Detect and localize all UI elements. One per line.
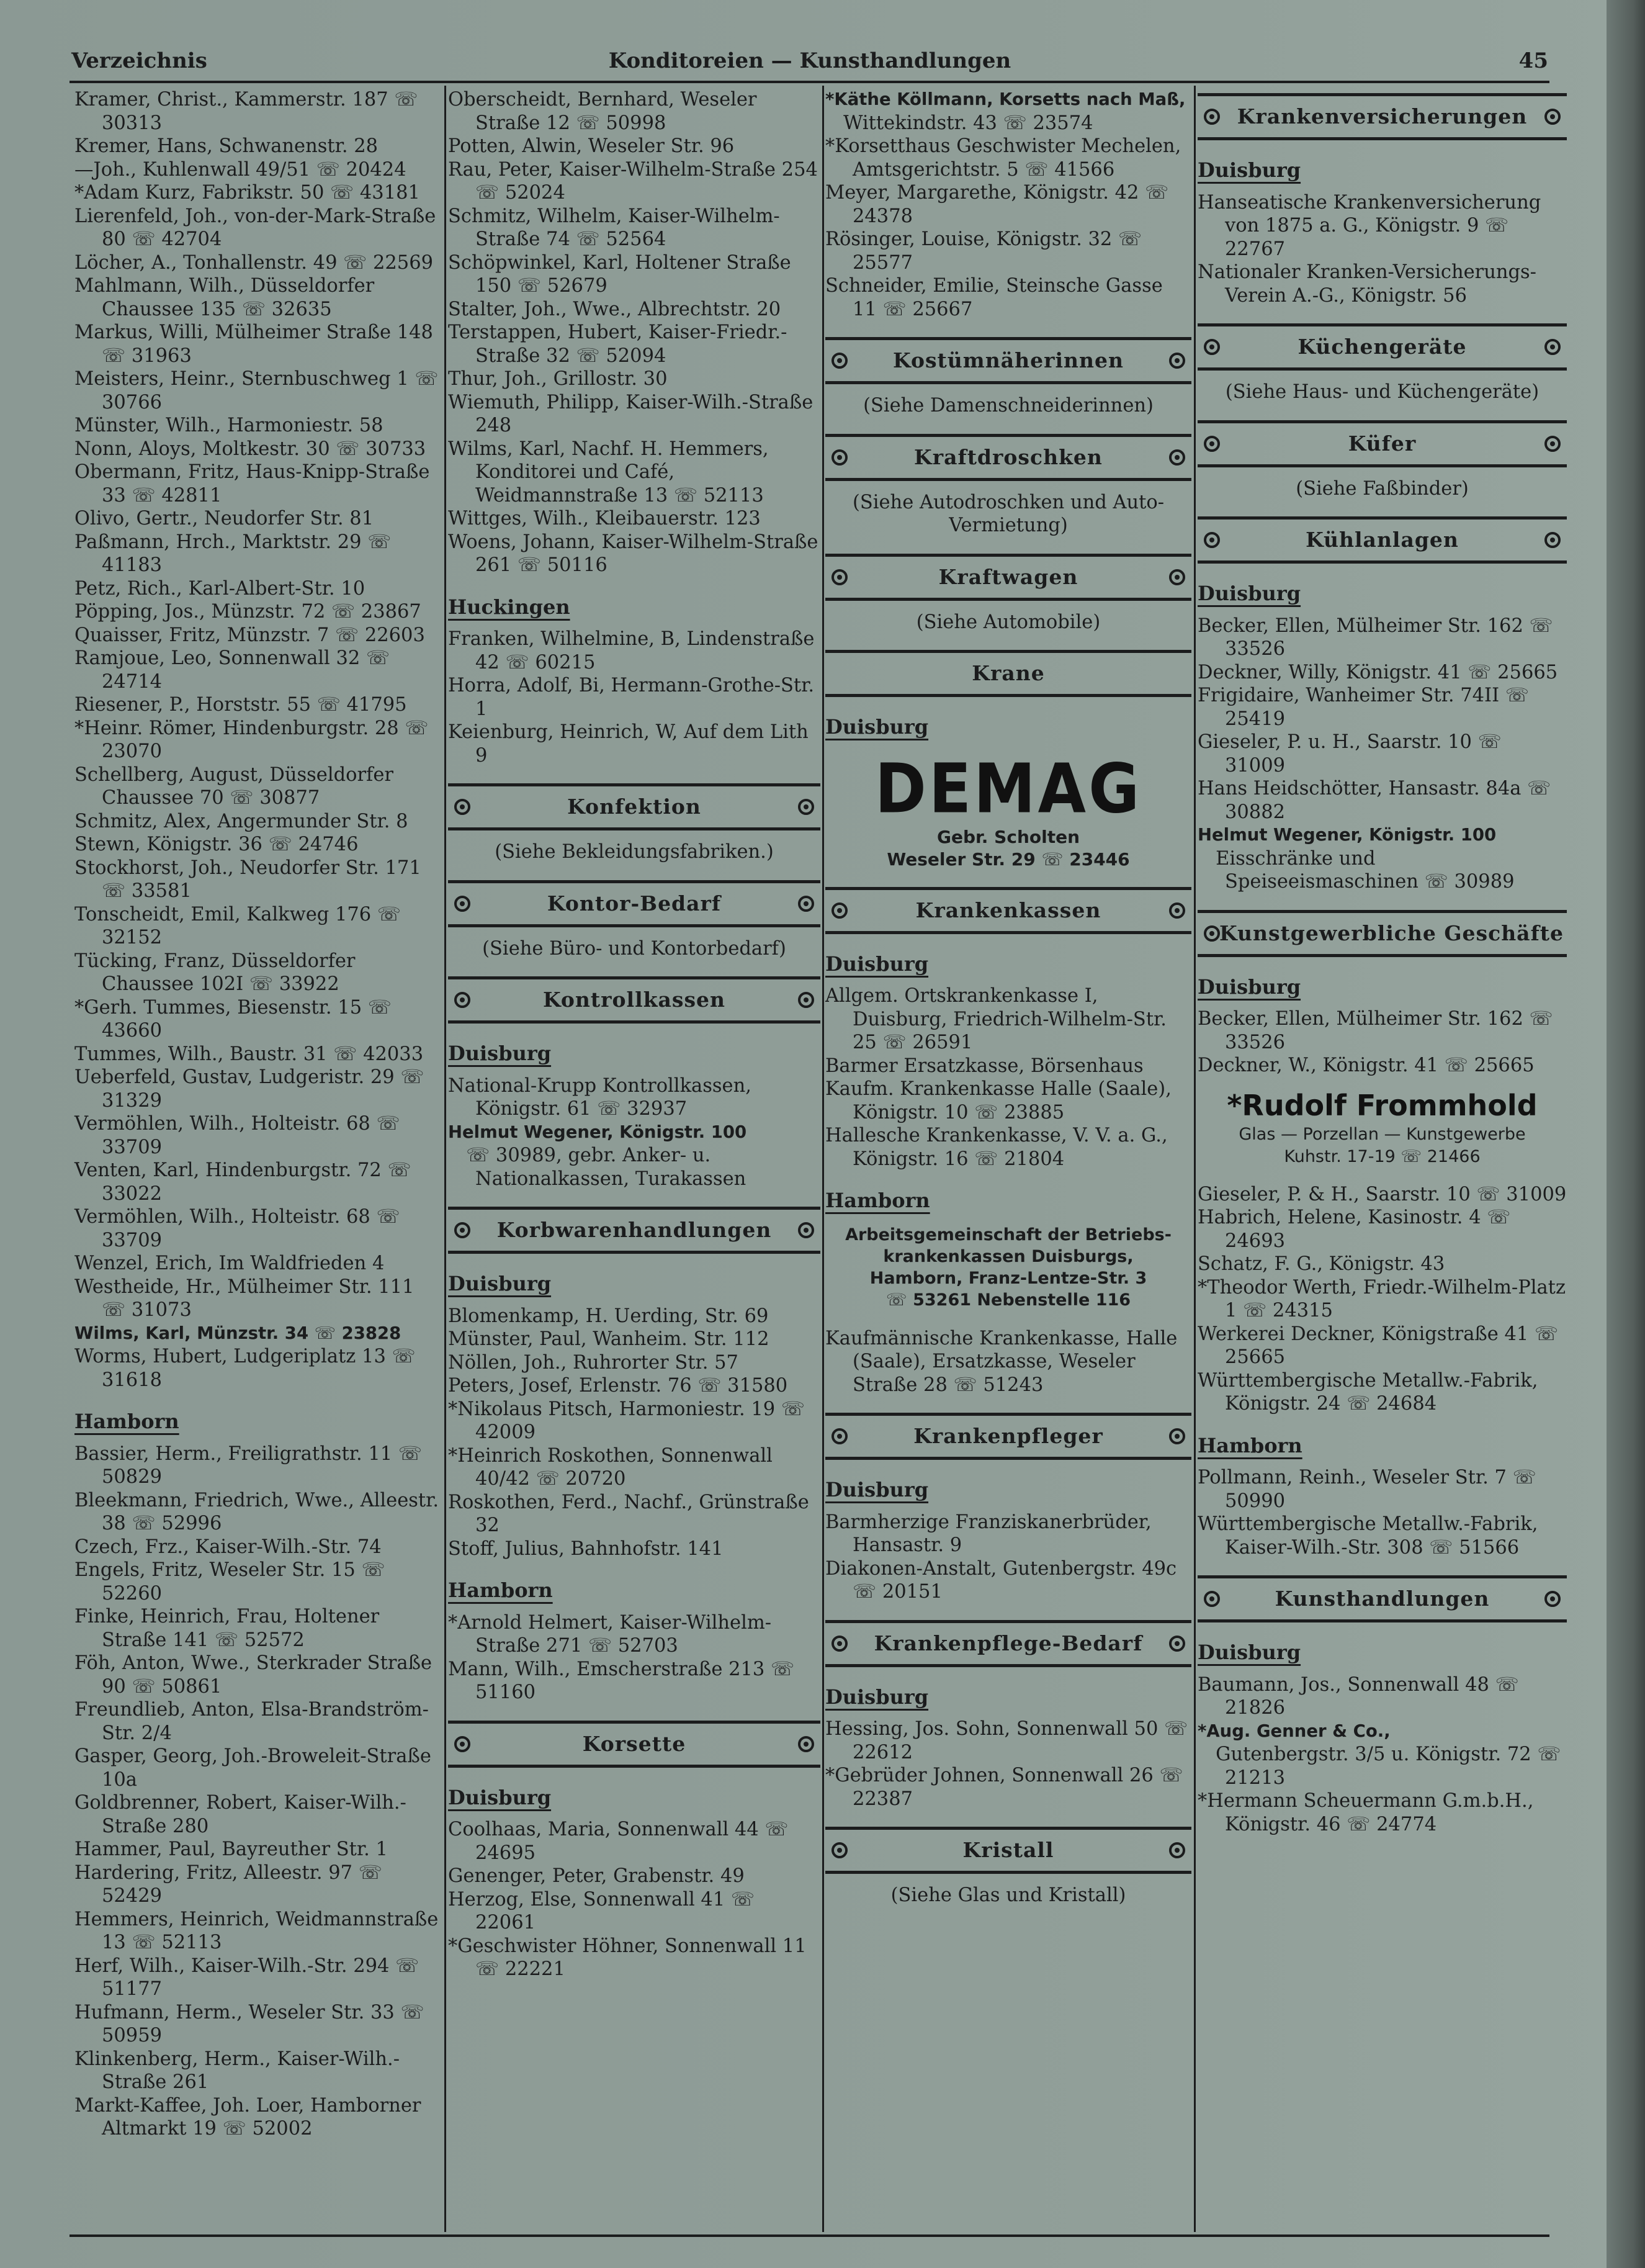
- section-heading-kraftdroschken: [825, 434, 1191, 481]
- section-title: Konfektion: [567, 794, 701, 819]
- section-title: Kunsthandlungen: [1275, 1586, 1490, 1611]
- section-title: Kontor-Bedarf: [547, 891, 722, 916]
- section-title: Korbwarenhandlungen: [496, 1218, 772, 1243]
- directory-entry: Keienburg, Heinrich, W, Auf dem Lith 9: [448, 721, 815, 767]
- directory-entry: Meyer, Margarethe, Königstr. 42 ☏ 24378: [825, 182, 1175, 227]
- city-heading: Duisburg: [825, 952, 929, 976]
- bullet-icon: [798, 896, 814, 912]
- section-heading-kostuem: [825, 337, 1191, 384]
- cross-reference: (Siehe Autodroschken und Auto-Vermietung): [852, 491, 1165, 536]
- directory-entry: *Korsetthaus Geschwister Mechelen, Amtsgerichtstr. 5 ☏ 41566: [825, 135, 1187, 181]
- section-heading-kunsthandlungen: [1198, 1575, 1567, 1622]
- directory-entry: Vermöhlen, Wilh., Holteistr. 68 ☏ 33709: [74, 1206, 406, 1251]
- section-title: Krankenpflege-Bedarf: [874, 1631, 1143, 1655]
- bullet-icon: [1204, 925, 1220, 942]
- directory-entry: Vermöhlen, Wilh., Holteistr. 68 ☏ 33709: [74, 1113, 406, 1158]
- directory-entry: Tücking, Franz, Düsseldorfer Chaussee 102I ☏ 33922: [74, 950, 362, 995]
- directory-entry: Hessing, Jos. Sohn, Sonnenwall 50 ☏ 22612: [825, 1718, 1194, 1763]
- bullet-icon: [831, 449, 848, 466]
- entry-list: [1198, 1183, 1572, 1416]
- directory-entry: Goldbrenner, Robert, Kaiser-Wilh.-Straße 280: [74, 1792, 406, 1837]
- city-heading: Duisburg: [448, 1785, 552, 1809]
- directory-entry: National-Krupp Kontrollkassen, Königstr. 61 ☏ 32937: [448, 1074, 758, 1120]
- directory-entry: Gutenbergstr. 3/5 u. Königstr. 72 ☏ 21213: [1198, 1744, 1567, 1789]
- section-title: Kunstgewerbliche Geschäfte: [1219, 920, 1564, 945]
- directory-entry: Finke, Heinrich, Frau, Holtener Straße 141 ☏ 52572: [74, 1606, 385, 1651]
- directory-entry: Deckner, Willy, Königstr. 41 ☏ 25665: [1198, 661, 1558, 683]
- directory-entry: Hanseatische Krankenversicherung von 1875 a. G., Königstr. 9 ☏ 22767: [1198, 191, 1547, 260]
- entry-list: [825, 984, 1191, 1171]
- directory-entry: Hufmann, Herm., Weseler Str. 33 ☏ 50959: [74, 2001, 431, 2046]
- advertisement-frommhold: [1198, 1087, 1567, 1168]
- directory-entry: *Hermann Scheuermann G.m.b.H., Königstr. 46 ☏ 24774: [1198, 1790, 1540, 1835]
- directory-entry: Schellberg, August, Düsseldorfer Chaussee 70 ☏ 30877: [74, 763, 400, 809]
- section-heading-krankenpflegebedarf: [825, 1620, 1191, 1667]
- column-divider: [444, 86, 446, 2232]
- directory-entry: *Nikolaus Pitsch, Harmoniestr. 19 ☏ 42009: [448, 1398, 811, 1443]
- entry-list: [1198, 191, 1567, 308]
- cross-reference: (Siehe Faßbinder): [1296, 477, 1469, 500]
- bullet-icon: [1544, 109, 1561, 125]
- directory-entry: Olivo, Gertr., Neudorfer Str. 81: [74, 508, 374, 529]
- entry-list: [448, 1144, 820, 1190]
- directory-entry: Württembergische Metallw.-Fabrik, Kaiser-Wilh.-Str. 308 ☏ 51566: [1198, 1513, 1544, 1559]
- directory-entry: Diakonen-Anstalt, Gutenbergstr. 49c ☏ 20151: [825, 1557, 1183, 1603]
- directory-entry: *Theodor Werth, Friedr.-Wilhelm-Platz 1 ☏ 24315: [1198, 1276, 1572, 1321]
- bullet-icon: [1544, 339, 1561, 355]
- ad-line: Weseler Str. 29 ☏ 23446: [887, 848, 1130, 870]
- directory-entry: Ramjoue, Leo, Sonnenwall 32 ☏ 24714: [74, 647, 396, 693]
- directory-entry: *Gebrüder Johnen, Sonnenwall 26 ☏ 22387: [825, 1765, 1190, 1810]
- entry-list: [74, 1345, 441, 1392]
- section-heading-kontorbedarf: [448, 880, 820, 927]
- header-center: Konditoreien — Kunsthandlungen: [608, 48, 1011, 73]
- section-heading-kunstgewerbe: [1198, 910, 1567, 957]
- directory-entry: Worms, Hubert, Ludgeriplatz 13 ☏ 31618: [74, 1346, 422, 1391]
- city-heading: Duisburg: [1198, 158, 1301, 182]
- bullet-icon: [1204, 339, 1220, 355]
- ad-line: krankenkassen Duisburgs,: [883, 1246, 1134, 1266]
- directory-entry: Blomenkamp, H. Uerding, Str. 69: [448, 1305, 769, 1327]
- bullet-icon: [1204, 532, 1220, 548]
- bullet-icon: [798, 992, 814, 1008]
- directory-entry: Schmitz, Alex, Angermunder Str. 8: [74, 810, 408, 832]
- directory-entry: Westheide, Hr., Mülheimer Str. 111 ☏ 31073: [74, 1276, 421, 1321]
- directory-entry: Stalter, Joh., Wwe., Albrechtstr. 20: [448, 298, 781, 320]
- directory-entry: Freundlieb, Anton, Elsa-Brandström-Str. 2/4: [74, 1699, 429, 1744]
- bullet-icon: [798, 799, 814, 815]
- city-heading: Huckingen: [448, 595, 570, 619]
- entry-list: [825, 112, 1191, 322]
- directory-entry: Klinkenberg, Herm., Kaiser-Wilh.-Straße 261: [74, 2048, 400, 2093]
- page-number: 45: [1518, 48, 1548, 73]
- ad-line: Gebr. Scholten: [936, 826, 1080, 847]
- section-heading-krane: [825, 650, 1191, 697]
- directory-entry: Nonn, Aloys, Moltkestr. 30 ☏ 30733: [74, 438, 426, 460]
- directory-entry: Petz, Rich., Karl-Albert-Str. 10: [74, 577, 365, 600]
- directory-entry: Herzog, Else, Sonnenwall 41 ☏ 22061: [448, 1888, 761, 1933]
- entry-list: [1198, 1007, 1567, 1078]
- directory-entry: *Adam Kurz, Fabrikstr. 50 ☏ 43181: [74, 182, 420, 204]
- directory-entry: Terstappen, Hubert, Kaiser-Friedr.-Straße 32 ☏ 52094: [448, 322, 787, 367]
- bullet-icon: [1169, 1428, 1185, 1444]
- bullet-icon: [1169, 449, 1185, 466]
- directory-entry: Peters, Josef, Erlenstr. 76 ☏ 31580: [448, 1375, 788, 1397]
- column-divider: [822, 86, 824, 2232]
- footer-rule: [69, 2234, 1549, 2237]
- bullet-icon: [1204, 436, 1220, 452]
- entry-list: [1198, 614, 1567, 824]
- bullet-icon: [1204, 109, 1220, 125]
- directory-entry: Schöpwinkel, Karl, Holtener Straße 150 ☏ 52679: [448, 251, 797, 297]
- directory-entry: Tonscheidt, Emil, Kalkweg 176 ☏ 32152: [74, 903, 407, 948]
- directory-entry: —Joh., Kuhlenwall 49/51 ☏ 20424: [74, 158, 406, 181]
- bullet-icon: [831, 1842, 848, 1858]
- directory-entry: Hallesche Krankenkasse, V. V. a. G., Königstr. 16 ☏ 21804: [825, 1125, 1174, 1170]
- directory-entry: Löcher, A., Tonhallenstr. 49 ☏ 22569: [74, 251, 434, 274]
- bullet-icon: [454, 799, 470, 815]
- bullet-icon: [831, 1428, 848, 1444]
- city-heading: Hamborn: [74, 1410, 179, 1433]
- section-title: Küfer: [1348, 431, 1417, 456]
- column-2: [448, 88, 825, 2230]
- directory-entry: Föh, Anton, Wwe., Sterkrader Straße 90 ☏ 50861: [74, 1652, 438, 1698]
- directory-entry: Münster, Wilh., Harmoniestr. 58: [74, 415, 383, 436]
- bullet-icon: [1544, 532, 1561, 548]
- ad-line: Hamborn, Franz-Lentze-Str. 3: [869, 1268, 1147, 1288]
- section-title: Krane: [972, 661, 1045, 686]
- bullet-icon: [454, 896, 470, 912]
- directory-entry: Hans Heidschötter, Hansastr. 84a ☏ 30882: [1198, 778, 1557, 823]
- directory-entry: Nöllen, Joh., Ruhrorter Str. 57: [448, 1351, 738, 1374]
- directory-entry: Obermann, Fritz, Haus-Knipp-Straße 33 ☏ 42811: [74, 461, 436, 506]
- ad-line: Arbeitsgemeinschaft der Betriebs-: [845, 1225, 1172, 1244]
- bullet-icon: [454, 992, 470, 1008]
- section-title: Kühlanlagen: [1306, 528, 1459, 552]
- entry-list: [1198, 1466, 1567, 1559]
- entry-list: [1198, 847, 1567, 894]
- section-heading-konfektion: [448, 783, 820, 830]
- directory-entry: Württembergische Metallw.-Fabrik, Königstr. 24 ☏ 24684: [1198, 1369, 1544, 1415]
- city-heading: Hamborn: [448, 1578, 553, 1602]
- header-left: Verzeichnis: [71, 48, 207, 73]
- bullet-icon: [454, 1736, 470, 1752]
- city-heading: Duisburg: [825, 715, 929, 739]
- directory-entry: Wenzel, Erich, Im Waldfrieden 4: [74, 1253, 385, 1274]
- column-3: [825, 88, 1194, 2230]
- directory-entry: Kremer, Hans, Schwanenstr. 28: [74, 135, 379, 157]
- bullet-icon: [798, 1736, 814, 1752]
- directory-entry: Mann, Wilh., Emscherstraße 213 ☏ 51160: [448, 1658, 800, 1703]
- directory-entry: Kramer, Christ., Kammerstr. 187 ☏ 30313: [74, 89, 424, 134]
- section-heading-krankenpfleger: [825, 1413, 1191, 1460]
- directory-entry: Wilms, Karl, Nachf. H. Hemmers, Konditorei und Café, Weidmannstraße 13 ☏ 52113: [448, 438, 775, 506]
- column-divider: [1194, 86, 1196, 2232]
- section-title: Kristall: [962, 1838, 1054, 1863]
- directory-entry: Roskothen, Ferd., Nachf., Grünstraße 32: [448, 1491, 815, 1536]
- directory-entry: Paßmann, Hrch., Marktstr. 29 ☏ 41183: [74, 531, 398, 576]
- entry-list: [74, 88, 445, 1322]
- bullet-icon: [1544, 1591, 1561, 1607]
- city-heading: Duisburg: [1198, 974, 1301, 999]
- entry-list: [448, 1074, 820, 1121]
- header-rule: [69, 81, 1549, 83]
- directory-entry: Herf, Wilh., Kaiser-Wilh.-Str. 294 ☏ 51177: [74, 1955, 426, 2000]
- directory-entry: Gieseler, P. u. H., Saarstr. 10 ☏ 31009: [1198, 731, 1508, 776]
- directory-entry: ☏ 30989, gebr. Anker- u. Nationalkassen, Turakassen: [448, 1145, 746, 1190]
- entry-list: [1198, 1743, 1567, 1836]
- city-heading: Duisburg: [448, 1272, 552, 1295]
- cross-reference: (Siehe Bekleidungsfabriken.): [495, 841, 774, 863]
- directory-entry: Deckner, W., Königstr. 41 ☏ 25665: [1198, 1055, 1535, 1076]
- section-heading-korsette: [448, 1721, 820, 1768]
- directory-entry: Engels, Fritz, Weseler Str. 15 ☏ 52260: [74, 1559, 392, 1604]
- directory-entry: Oberscheidt, Bernhard, Weseler Straße 12 ☏ 50998: [448, 89, 763, 134]
- cross-reference: (Siehe Haus- und Küchengeräte): [1225, 381, 1540, 403]
- bullet-icon: [831, 569, 848, 585]
- city-heading: Duisburg: [448, 1042, 552, 1065]
- advertisement-demag: [825, 748, 1191, 871]
- directory-entry: Ueberfeld, Gustav, Ludgeristr. 29 ☏ 31329: [74, 1066, 431, 1112]
- directory-entry: Pollmann, Reinh., Weseler Str. 7 ☏ 50990: [1198, 1467, 1543, 1512]
- ad-brand: *Rudolf Frommhold: [1227, 1088, 1538, 1122]
- directory-entry: Tummes, Wilh., Baustr. 31 ☏ 42033: [74, 1043, 424, 1065]
- bullet-icon: [1544, 436, 1561, 452]
- directory-entry: Kaufmännische Krankenkasse, Halle (Saale), Ersatzkasse, Weseler Straße 28 ☏ 51243: [825, 1327, 1183, 1396]
- directory-entry: Frigidaire, Wanheimer Str. 74II ☏ 25419: [1198, 685, 1535, 730]
- entry-bold: Wilms, Karl, Münzstr. 34 ☏ 23828: [74, 1323, 401, 1343]
- directory-entry: Wittekindstr. 43 ☏ 23574: [825, 112, 1093, 134]
- section-heading-korbwaren: [448, 1207, 820, 1254]
- directory-entry: Schneider, Emilie, Steinsche Gasse 11 ☏ 25667: [825, 275, 1169, 320]
- directory-entry: Coolhaas, Maria, Sonnenwall 44 ☏ 24695: [448, 1819, 795, 1864]
- directory-entry: Stewn, Königstr. 36 ☏ 24746: [74, 834, 359, 855]
- section-heading-krankenkassen: [825, 887, 1191, 934]
- directory-entry: Mahlmann, Wilh., Düsseldorfer Chaussee 135 ☏ 32635: [74, 275, 380, 320]
- directory-entry: Hammer, Paul, Bayreuther Str. 1: [74, 1838, 388, 1860]
- directory-entry: Kaufm. Krankenkasse Halle (Saale), Königstr. 10 ☏ 23885: [825, 1078, 1178, 1123]
- section-heading-kraftwagen: [825, 554, 1191, 601]
- entry-list: [825, 1327, 1191, 1397]
- bullet-icon: [1169, 1842, 1185, 1858]
- directory-entry: Quaisser, Fritz, Münzstr. 7 ☏ 22603: [74, 624, 425, 646]
- entry-bold: Helmut Wegener, Königstr. 100: [448, 1122, 747, 1142]
- demag-logo: DEMAG: [874, 748, 1142, 829]
- section-heading-kristall: [825, 1827, 1191, 1874]
- directory-entry: Nationaler Kranken-Versicherungs-Verein A.-G., Königstr. 56: [1198, 261, 1536, 307]
- section-title: Kraftwagen: [938, 564, 1078, 589]
- bullet-icon: [1169, 569, 1185, 585]
- directory-entry: Thur, Joh., Grillostr. 30: [448, 368, 668, 390]
- directory-entry: Baumann, Jos., Sonnenwall 48 ☏ 21826: [1198, 1673, 1525, 1719]
- directory-entry: Rösinger, Louise, Königstr. 32 ☏ 25577: [825, 228, 1148, 274]
- directory-entry: Becker, Ellen, Mülheimer Str. 162 ☏ 33526: [1198, 1008, 1559, 1053]
- entry-list: [448, 88, 825, 577]
- directory-entry: Franken, Wilhelmine, B, Lindenstraße 42 ☏ 60215: [448, 628, 821, 673]
- directory-entry: Genenger, Peter, Grabenstr. 49: [448, 1865, 745, 1887]
- cross-reference: (Siehe Damenschneiderinnen): [863, 395, 1154, 416]
- cross-reference: (Siehe Automobile): [916, 611, 1101, 633]
- directory-entry: Stockhorst, Joh., Neudorfer Str. 171 ☏ 33581: [74, 857, 428, 902]
- entry-list: [448, 1305, 820, 1561]
- bullet-icon: [831, 902, 848, 919]
- directory-entry: Hemmers, Heinrich, Weidmannstraße 13 ☏ 52113: [74, 1908, 445, 1953]
- ad-line: Glas — Porzellan — Kunstgewerbe: [1239, 1124, 1526, 1144]
- book-spine-shadow: [1607, 0, 1645, 2268]
- directory-entry: Meisters, Heinr., Sternbuschweg 1 ☏ 30766: [74, 368, 445, 413]
- directory-entry: Horra, Adolf, Bi, Hermann-Grothe-Str. 1: [448, 675, 820, 720]
- directory-entry: Hardering, Fritz, Alleestr. 97 ☏ 52429: [74, 1861, 388, 1907]
- directory-entry: Barmer Ersatzkasse, Börsenhaus: [825, 1055, 1144, 1077]
- section-title: Kontrollkassen: [542, 988, 726, 1012]
- section-title: Kostümnäherinnen: [893, 348, 1124, 373]
- bullet-icon: [1169, 1636, 1185, 1652]
- directory-entry: Eisschränke und Speiseeismaschinen ☏ 30989: [1198, 847, 1515, 893]
- directory-entry: Rau, Peter, Kaiser-Wilhelm-Straße 254 ☏ 52024: [448, 158, 824, 204]
- directory-entry: Werkerei Deckner, Königstraße 41 ☏ 25665: [1198, 1323, 1564, 1368]
- ad-line: ☏ 53261 Nebenstelle 116: [885, 1290, 1131, 1310]
- entry-bold: *Käthe Köllmann, Korsetts nach Maß,: [825, 89, 1186, 109]
- section-title: Krankenversicherungen: [1237, 104, 1528, 129]
- directory-entry: Czech, Frz., Kaiser-Wilh.-Str. 74: [74, 1536, 382, 1558]
- directory-entry: Pöpping, Jos., Münzstr. 72 ☏ 23867: [74, 601, 421, 623]
- section-heading-krankenversicherungen: [1198, 93, 1567, 140]
- directory-entry: Venten, Karl, Hindenburgstr. 72 ☏ 33022: [74, 1159, 418, 1205]
- directory-entry: Lierenfeld, Joh., von-der-Mark-Straße 80 ☏ 42704: [74, 205, 442, 250]
- directory-entry: Barmherzige Franziskanerbrüder, Hansastr. 9: [825, 1511, 1158, 1556]
- city-heading: Duisburg: [1198, 582, 1301, 605]
- bullet-icon: [831, 1636, 848, 1652]
- directory-entry: Schmitz, Wilhelm, Kaiser-Wilhelm-Straße 74 ☏ 52564: [448, 205, 780, 250]
- entry-list: [74, 1442, 445, 2141]
- entry-list: [448, 1818, 820, 1981]
- page-header: [71, 48, 1548, 81]
- directory-entry: Gasper, Georg, Joh.-Broweleit-Straße 10a: [74, 1745, 437, 1791]
- bullet-icon: [1204, 1591, 1220, 1607]
- ad-line: Kuhstr. 17-19 ☏ 21466: [1284, 1146, 1481, 1166]
- section-heading-kuefer: [1198, 420, 1567, 467]
- bullet-icon: [798, 1222, 814, 1238]
- entry-list: [825, 1717, 1194, 1811]
- cross-reference: (Siehe Glas und Kristall): [890, 1884, 1126, 1906]
- section-heading-kontrollkassen: [448, 976, 820, 1024]
- entry-list: [448, 628, 820, 767]
- entry-list: [448, 1611, 820, 1704]
- directory-entry: Bassier, Herm., Freiligrathstr. 11 ☏ 50829: [74, 1442, 428, 1488]
- directory-entry: *Arnold Helmert, Kaiser-Wilhelm-Straße 271 ☏ 52703: [448, 1611, 772, 1657]
- directory-entry: Becker, Ellen, Mülheimer Str. 162 ☏ 33526: [1198, 614, 1559, 660]
- entry-list: [825, 1511, 1191, 1604]
- directory-entry: Wittges, Wilh., Kleibauerstr. 123: [448, 508, 761, 529]
- bullet-icon: [454, 1222, 470, 1238]
- city-heading: Hamborn: [825, 1189, 930, 1212]
- city-heading: Duisburg: [825, 1478, 929, 1501]
- directory-entry: Wiemuth, Philipp, Kaiser-Wilh.-Straße 248: [448, 391, 819, 436]
- directory-entry: *Heinr. Römer, Hindenburgstr. 28 ☏ 23070: [74, 717, 435, 762]
- section-title: Korsette: [582, 1731, 686, 1756]
- city-heading: Hamborn: [1198, 1433, 1302, 1457]
- city-heading: Duisburg: [1198, 1640, 1301, 1664]
- directory-entry: *Geschwister Höhner, Sonnenwall 11 ☏ 22221: [448, 1935, 813, 1980]
- bullet-icon: [1169, 353, 1185, 369]
- advertisement-arbeitsgemeinschaft: [825, 1224, 1191, 1311]
- directory-entry: Potten, Alwin, Weseler Str. 96: [448, 135, 735, 157]
- bullet-icon: [1169, 902, 1185, 919]
- directory-entry: Woens, Johann, Kaiser-Wilhelm-Straße 261 ☏ 50116: [448, 531, 825, 576]
- section-heading-kuehlanlagen: [1198, 516, 1567, 564]
- section-title: Krankenpfleger: [913, 1424, 1103, 1449]
- entry-bold: *Aug. Genner & Co.,: [1198, 1721, 1391, 1741]
- section-title: Krankenkassen: [915, 898, 1101, 922]
- directory-entry: Riesener, P., Horststr. 55 ☏ 41795: [74, 694, 407, 716]
- section-title: Kraftdroschken: [914, 444, 1103, 469]
- directory-entry: Habrich, Helene, Kasinostr. 4 ☏ 24693: [1198, 1207, 1517, 1252]
- bullet-icon: [831, 353, 848, 369]
- directory-entry: *Gerh. Tummes, Biesenstr. 15 ☏ 43660: [74, 996, 398, 1042]
- directory-entry: Markus, Willi, Mülheimer Straße 148 ☏ 31963: [74, 322, 439, 367]
- directory-entry: Markt-Kaffee, Joh. Loer, Hamborner Altmarkt 19 ☏ 52002: [74, 2094, 428, 2140]
- directory-entry: Stoff, Julius, Bahnhofstr. 141: [448, 1537, 724, 1560]
- entry-bold: Helmut Wegener, Königstr. 100: [1198, 825, 1497, 845]
- entry-list: [1198, 1673, 1567, 1720]
- directory-entry: *Heinrich Roskothen, Sonnenwall 40/42 ☏ 20720: [448, 1444, 779, 1490]
- section-title: Küchengeräte: [1298, 335, 1467, 359]
- directory-entry: Schatz, F. G., Königstr. 43: [1198, 1253, 1445, 1275]
- directory-entry: Bleekmann, Friedrich, Wwe., Alleestr. 38 ☏ 52996: [74, 1489, 445, 1534]
- column-4: [1198, 88, 1572, 2230]
- city-heading: Duisburg: [825, 1685, 929, 1709]
- directory-entry: Münster, Paul, Wanheim. Str. 112: [448, 1328, 769, 1350]
- section-heading-kuechengeraete: [1198, 323, 1567, 371]
- cross-reference: (Siehe Büro- und Kontorbedarf): [482, 937, 786, 960]
- directory-entry: Gieseler, P. & H., Saarstr. 10 ☏ 31009: [1198, 1183, 1567, 1205]
- column-1: [74, 88, 445, 2230]
- directory-entry: Allgem. Ortskrankenkasse I, Duisburg, Friedrich-Wilhelm-Str. 25 ☏ 26591: [825, 985, 1173, 1053]
